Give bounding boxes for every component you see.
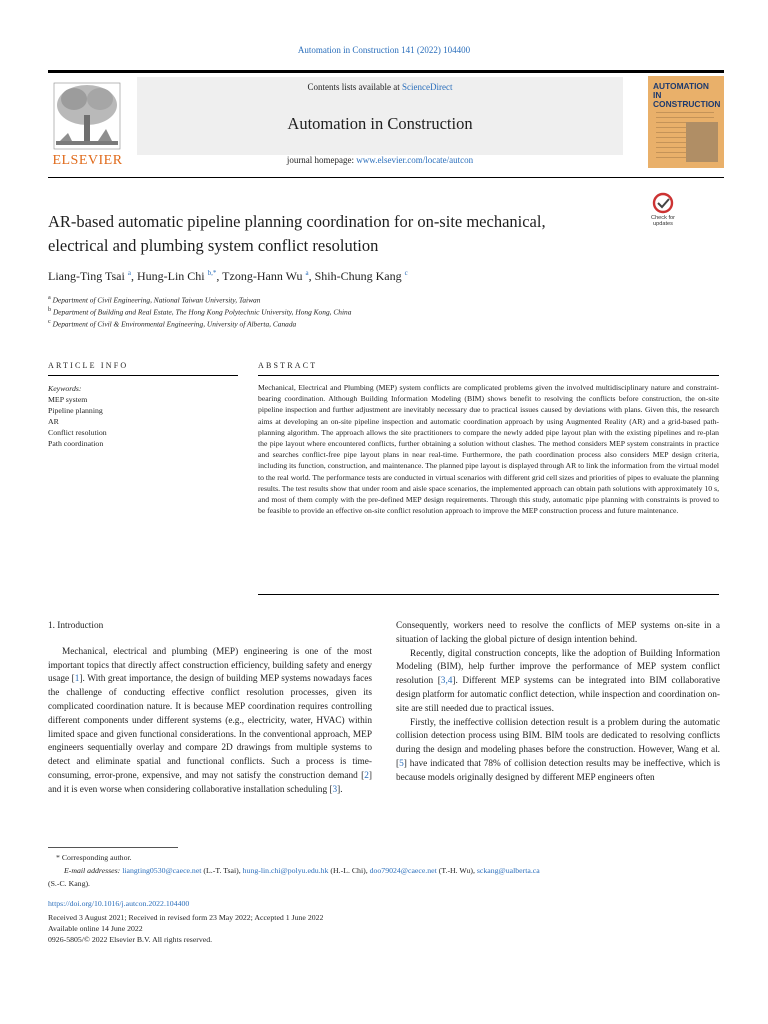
- email-link[interactable]: liangting0530@caece.net: [122, 866, 202, 875]
- citation-link[interactable]: 1: [74, 674, 80, 685]
- cover-title: AUTOMATION IN CONSTRUCTION: [653, 81, 721, 109]
- email-tail: (S.-C. Kang).: [48, 879, 91, 888]
- email-line: [64, 865, 720, 876]
- paragraph-text: Firstly, the ineffective collision detection result is a problem during the automatic collision detection process using BIM. BIM tools are dedicated to resolving conflicts during the design and modeling phases before the construction. However, Wang et al. [: [396, 717, 720, 769]
- corresponding-note: * Corresponding author.: [56, 853, 132, 862]
- affiliation-text: Department of Civil Engineering, National Taiwan University, Taiwan: [52, 295, 261, 305]
- author-mark[interactable]: a: [127, 269, 131, 277]
- paragraph-text: ] have indicated that 78% of collision detection results may be ineffective, which is because models originally designed by different MEP engineers often: [396, 758, 720, 783]
- affiliation-text: Department of Civil & Environmental Engineering, University of Alberta, Canada: [52, 319, 297, 329]
- abstract-rule: [258, 375, 719, 376]
- masthead-band: [137, 77, 623, 165]
- citation-link[interactable]: 5: [399, 758, 404, 769]
- article-info-heading: ARTICLE INFO: [48, 361, 129, 370]
- email-link[interactable]: hung-lin.chi@polyu.edu.hk: [242, 866, 329, 875]
- citation-link[interactable]: 2: [364, 770, 369, 781]
- keywords-block: [48, 383, 238, 449]
- author-mark[interactable]: c: [404, 269, 408, 277]
- affiliation: [48, 319, 708, 328]
- email-owner: (L.-T. Tsai),: [203, 866, 241, 875]
- body-left-column: [48, 620, 372, 798]
- paragraph-text: ] and it is even worse when considering collaborative installation scheduling [: [48, 770, 372, 795]
- cover-photo: [686, 122, 718, 162]
- intro-paragraph: [48, 646, 372, 798]
- check-for-updates-badge[interactable]: [648, 192, 678, 228]
- copyright-line: 0926-5805/© 2022 Elsevier B.V. All rights reserved.: [48, 935, 213, 944]
- affiliation: [48, 307, 708, 316]
- article-title-line2: electrical and plumbing system conflict resolution: [48, 236, 379, 255]
- available-online: Available online 14 June 2022: [48, 924, 143, 933]
- journal-cover-thumbnail[interactable]: [648, 76, 724, 168]
- keyword: AR: [48, 417, 59, 426]
- article-info-rule: [48, 375, 238, 376]
- homepage-link[interactable]: www.elsevier.com/locate/autcon: [356, 155, 474, 165]
- abstract-heading: ABSTRACT: [258, 361, 318, 370]
- author-mark[interactable]: b,*: [207, 269, 217, 277]
- paragraph-text: Mechanical, electrical and plumbing (MEP) engineering is one of the most important topics that directly affect construction efficiency, building safety and energy usage [: [48, 646, 372, 685]
- article-title-line1: AR-based automatic pipeline planning coordination for on-site mechanical,: [48, 212, 546, 231]
- keywords-label: Keywords:: [48, 384, 82, 393]
- author-name[interactable]: Hung-Lin Chi: [136, 269, 205, 283]
- received-dates: Received 3 August 2021; Received in revised form 23 May 2022; Accepted 1 June 2022: [48, 913, 324, 922]
- article-title: [48, 210, 648, 258]
- keyword: Pipeline planning: [48, 406, 103, 415]
- keyword: MEP system: [48, 395, 88, 404]
- journal-masthead: [48, 70, 724, 177]
- contents-prefix: Contents lists available at: [307, 82, 402, 92]
- paragraph-text: ]. With great importance, the design of building MEP systems nowadays faces the challenge of conducting effective conflict resolution processes, given its complicated coordination nature. It is because MEP coordination requires controlling different components under different systems (e.g., electricity, water, HVAC) within limited space and given functional considerations. In the conventional approach, MEP engineers sequentially overlay and compare 2D drawings from multiple systems to detect and eliminate spatial and functional conflicts. Such a process is time-consuming, error-prone, expensive, and may not satisfy the construction demand [: [48, 674, 373, 781]
- paragraph-text: ].: [337, 784, 343, 795]
- email-owner: (T.-H. Wu),: [438, 866, 475, 875]
- email-owner: (H.-L. Chi),: [330, 866, 368, 875]
- footnote-rule: [48, 847, 178, 848]
- badge-line1: Check for: [651, 215, 675, 221]
- body-right-column: [396, 620, 720, 786]
- masthead-bottom-rule: [48, 177, 724, 178]
- author-name[interactable]: Liang-Ting Tsai: [48, 269, 125, 283]
- contents-line: [137, 82, 623, 92]
- affiliation-mark: b: [48, 307, 52, 313]
- paragraph-text: ]. Different MEP systems can be integrated into BIM collaborative design platform for automatic conflict detection, while inspection and coordination on-site are still needed due to practical issues.: [396, 676, 720, 714]
- journal-citation[interactable]: Automation in Construction 141 (2022) 104400: [297, 45, 471, 55]
- email-label: E-mail addresses:: [64, 866, 121, 875]
- homepage-prefix: journal homepage:: [286, 155, 357, 165]
- citation-link[interactable]: 3,4: [440, 676, 453, 687]
- email-link[interactable]: sckang@ualberta.ca: [476, 866, 540, 875]
- author-name[interactable]: Shih-Chung Kang: [314, 269, 402, 283]
- paragraph-text: Recently, digital construction concepts, like the adoption of Building Information Modeling (BIM), help further improve the performance of MEP system conflict resolution [: [396, 648, 720, 687]
- affiliation-mark: a: [48, 295, 51, 301]
- abstract-bottom-rule: [258, 594, 719, 595]
- citation-link[interactable]: 3: [332, 784, 338, 795]
- doi-link[interactable]: https://doi.org/10.1016/j.autcon.2022.104400: [48, 899, 190, 908]
- journal-homepage: [137, 155, 623, 165]
- affiliation-mark: c: [48, 319, 51, 325]
- keyword: Path coordination: [48, 439, 104, 448]
- badge-line2: updates: [653, 221, 673, 227]
- publisher-name: ELSEVIER: [52, 153, 123, 168]
- journal-title: Automation in Construction: [287, 114, 473, 133]
- affiliation: [48, 295, 708, 304]
- body-paragraph: [396, 717, 720, 786]
- author-mark[interactable]: a: [305, 269, 309, 277]
- abstract-text: Mechanical, Electrical and Plumbing (MEP) system conflicts are complicated problems given the involved multidisciplinary nature and constraint-bearing coordination. Although Building Information Modeling (BIM) shows benefit to resolving the conflicts before construction, the on-site pipeline inspection and further adjustment are inevitably necessary due to practical issues caused by deviations with plans. Given this, the research aims at developing an on-site pipeline inspection and automatic coordination approach by using Augmented Reality (AR) and a grid-based path-planning algorithm. The approach allows the site practitioners to compare the newly added pipe layout plan with the existing pipelines and re-plan the pipe layout where encountered conflicts, further obtaining a solution without clashes. The method considers MEP system constraints in practice and searches conflict-free pipe layout plans in near real-time. Furthermore, the path coordination process also considers MEP design criteria, including its function, construction, and maintenance. The planned pipe layout is displayed through AR to link the information from the virtual model to the real world. The performance tests are conducted in virtual scenarios with different grid cell sizes and priorities of pipes to evaluate the planning results. The test results show that under room and aisle space scenarios, the implemented approach can obtain path solutions with approximately 10 s, and most of them comply with the pre-defined MEP design requirements. Through this study, automatic pipe planning with constraints is proved to be feasible to provide an effective on-site conflict resolution approach to improve the MEP construction process and future maintenance.: [258, 383, 719, 516]
- email-link[interactable]: doo79024@caece.net: [369, 866, 437, 875]
- author-name[interactable]: Tzong-Hann Wu: [222, 269, 303, 283]
- body-paragraph: Consequently, workers need to resolve the conflicts of MEP systems on-site in a situation of lacking the global picture of design intention behind.: [396, 621, 720, 645]
- author-list: Liang-Ting Tsai $^a$, Hung-Lin Chi $^{b,*}$, Tzong-Hann Wu $^a$, Shih-Chung Kang $^c$: [48, 269, 408, 283]
- section-heading: 1. Introduction: [48, 621, 104, 631]
- body-paragraph: [396, 648, 720, 717]
- keyword: Conflict resolution: [48, 428, 107, 437]
- sciencedirect-link[interactable]: ScienceDirect: [402, 82, 453, 92]
- affiliation-text: Department of Building and Real Estate, The Hong Kong Polytechnic University, Hong Kong, China: [52, 307, 352, 317]
